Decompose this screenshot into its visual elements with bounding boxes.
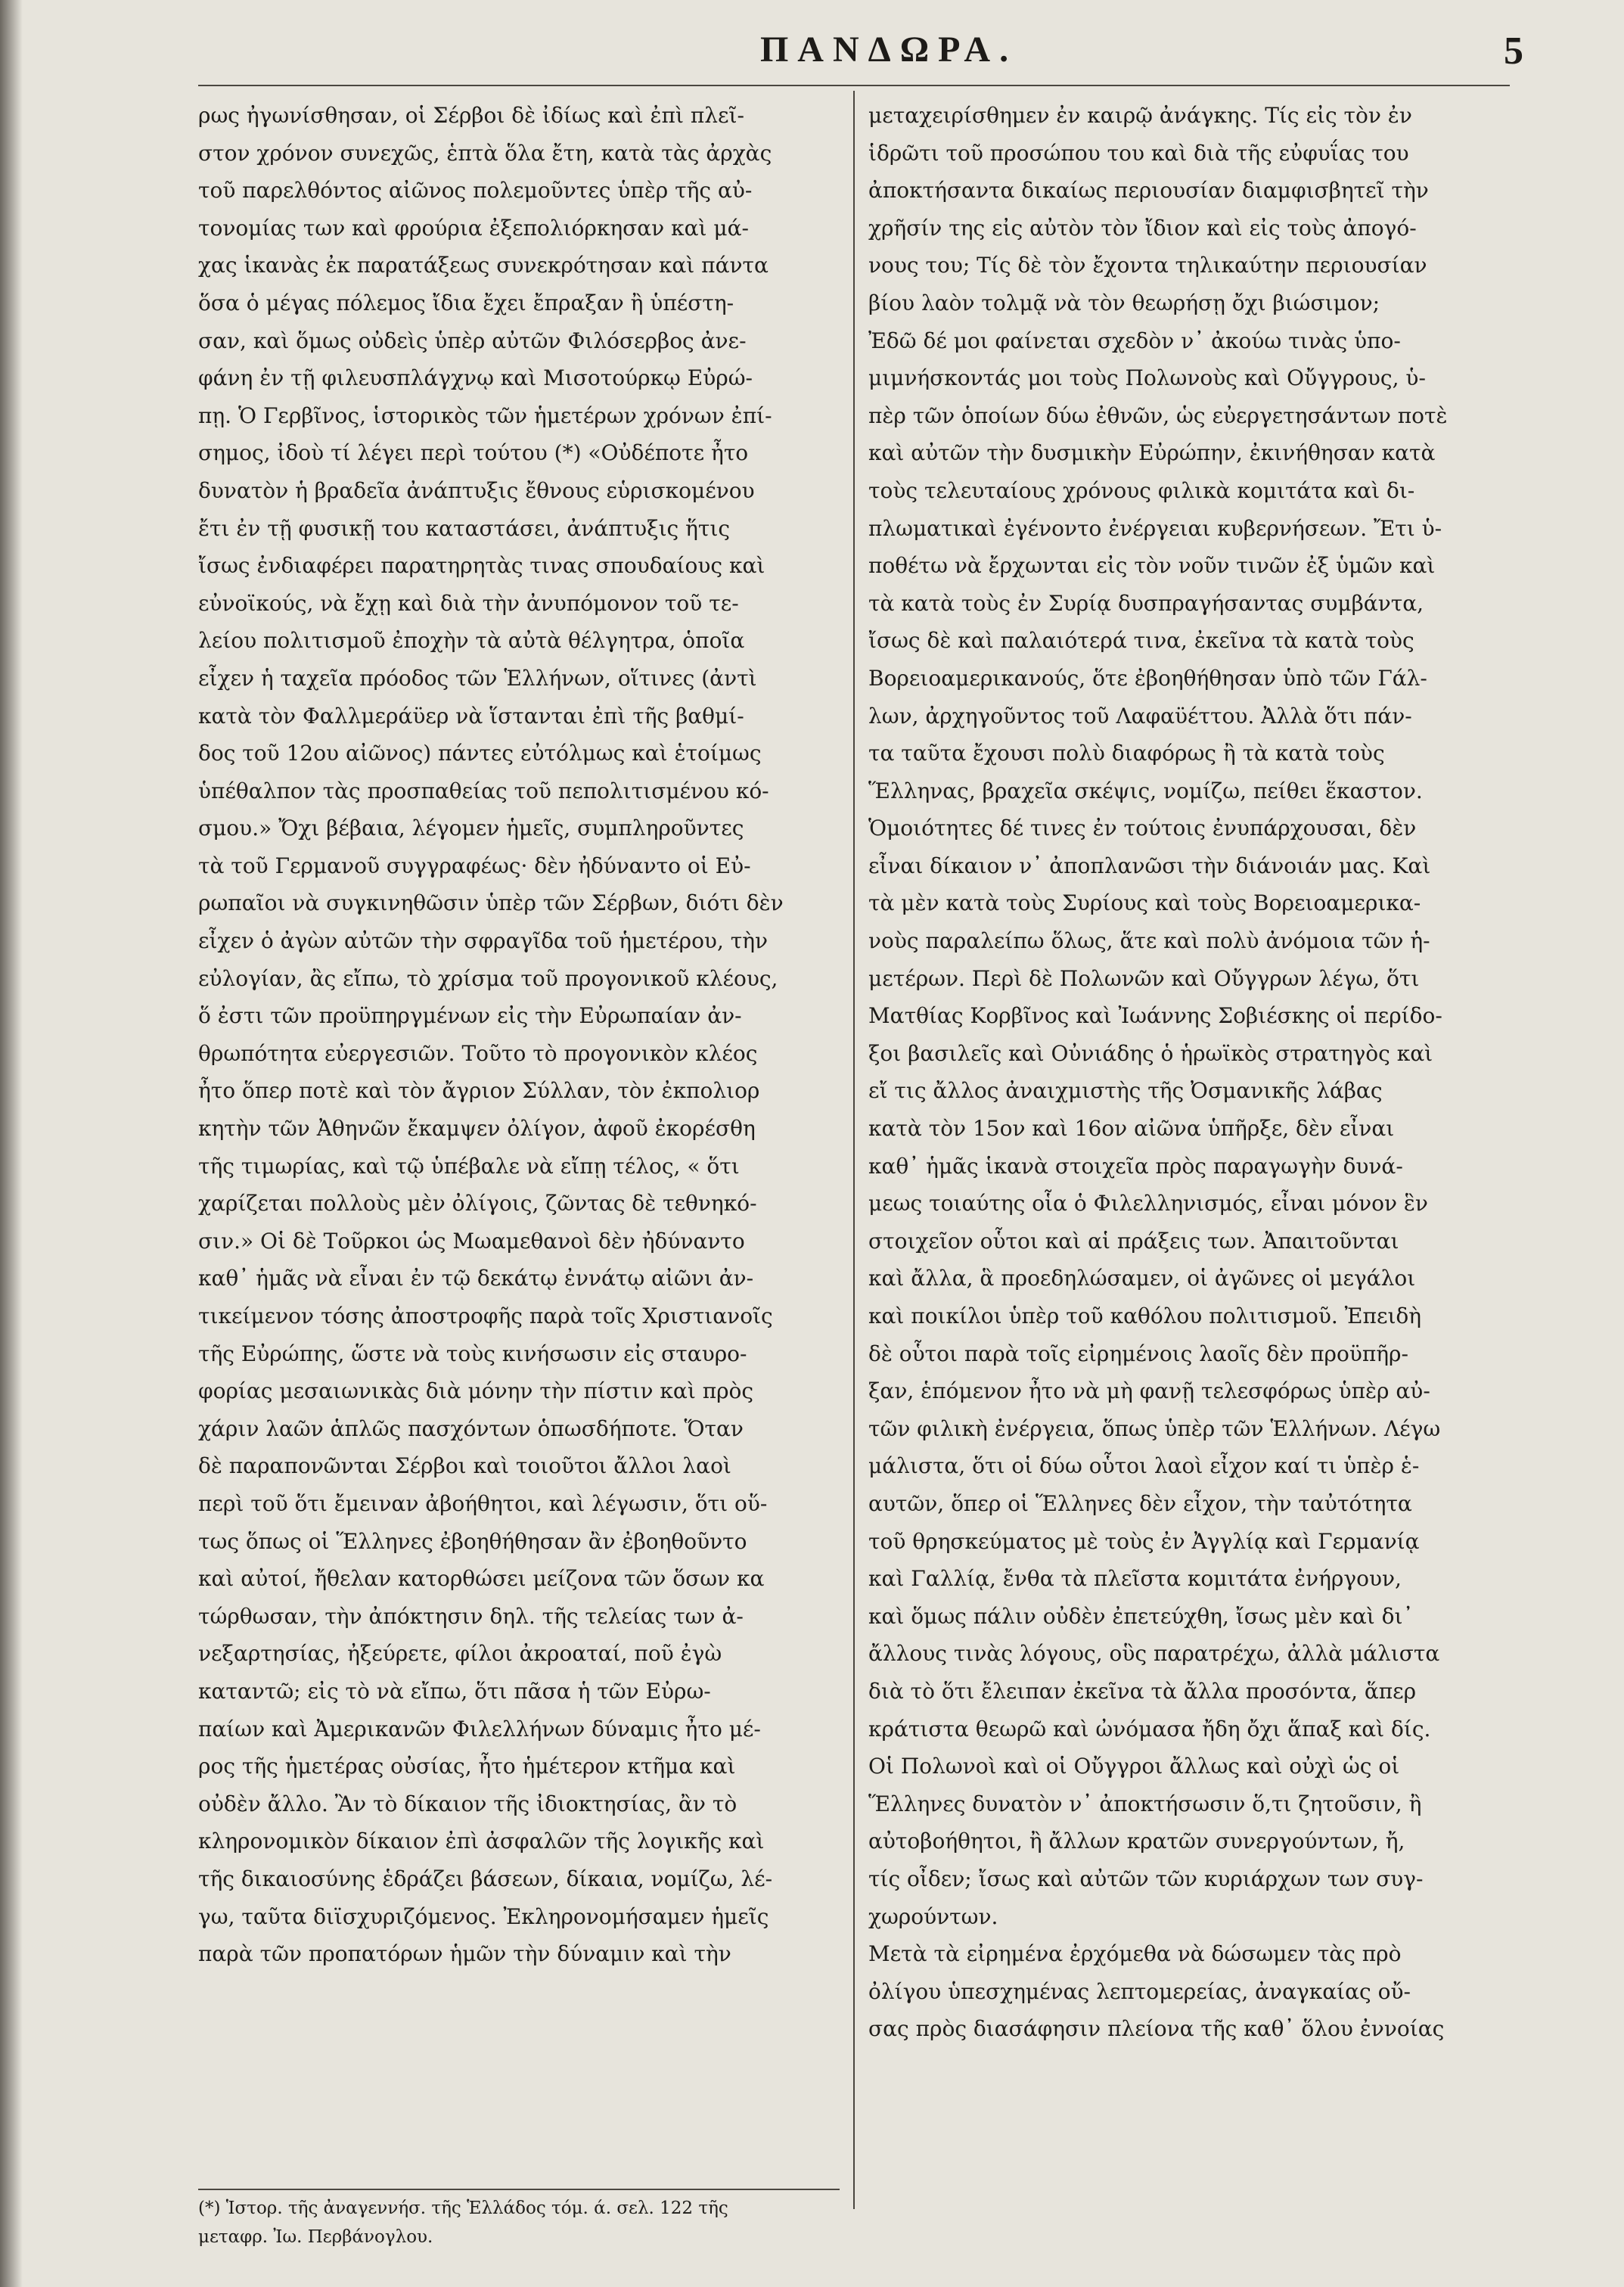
text-line: τῶν φιλικὴ ἐνέργεια, ὅπως ὑπὲρ τῶν Ἑλλήνων. Λέγω bbox=[868, 1415, 1441, 1441]
text-line: σαν, καὶ ὅμως οὐδεὶς ὑπὲρ αὐτῶν Φιλόσερβος ἀνε- bbox=[198, 328, 747, 353]
text-line: παρὰ τῶν προπατόρων ἡμῶν τὴν δύναμιν καὶ τὴν bbox=[198, 1941, 731, 1967]
text-line: τως ὅπως οἱ Ἕλληνες ἐβοηθήθησαν ἂν ἐβοηθοῦντο bbox=[198, 1528, 747, 1554]
journal-title: ΠΑΝΔΩΡΑ. bbox=[759, 30, 1018, 70]
column-divider bbox=[853, 91, 855, 2209]
text-line: ρως ἠγωνίσθησαν, οἱ Σέρβοι δὲ ἰδίως καὶ ἐπὶ πλεῖ- bbox=[198, 103, 744, 128]
text-line: μετέρων. Περὶ δὲ Πολωνῶν καὶ Οὔγγρων λέγω, ὅτι bbox=[868, 965, 1420, 991]
text-line: καὶ ἄλλα, ἃ προεδηλώσαμεν, οἱ ἀγῶνες οἱ μεγάλοι bbox=[868, 1266, 1416, 1291]
text-line: καθ᾽ ἡμᾶς νὰ εἶναι ἐν τῷ δεκάτῳ ἐννάτῳ αἰῶνι ἀν- bbox=[198, 1266, 754, 1291]
text-line: ξαν, ἑπόμενον ἦτο νὰ μὴ φανῇ τελεσφόρως ὑπὲρ αὐ- bbox=[868, 1378, 1430, 1404]
text-line: τοῦ παρελθόντος αἰῶνος πολεμοῦντες ὑπὲρ τῆς αὐ- bbox=[198, 178, 753, 204]
text-line: Ἕλληνες δυνατὸν ν᾽ ἀποκτήσωσιν ὅ,τι ζητοῦσιν, ἢ bbox=[868, 1791, 1422, 1816]
text-line: κητὴν τῶν Ἀθηνῶν ἔκαμψεν ὀλίγον, ἀφοῦ ἐκορέσθη bbox=[198, 1116, 756, 1142]
text-line: καταντῶ; εἰς τὸ νὰ εἴπω, ὅτι πᾶσα ἡ τῶν Εὐρω- bbox=[198, 1678, 711, 1704]
text-line: κατὰ τὸν 15ον καὶ 16ον αἰῶνα ὑπῆρξε, δὲν εἶναι bbox=[868, 1116, 1395, 1142]
text-line: κατὰ τὸν Φαλλμεράϋερ νὰ ἵστανται ἐπὶ τῆς βαθμί- bbox=[198, 703, 744, 729]
left-column bbox=[198, 97, 840, 1973]
text-line: φάνη ἐν τῇ φιλευσπλάγχνῳ καὶ Μισοτούρκῳ Εὐρώ- bbox=[198, 365, 753, 391]
text-line: Ἕλληνας, βραχεῖα σκέψις, νομίζω, πείθει ἕκαστον. bbox=[868, 778, 1423, 803]
text-line: πλωματικαὶ ἐγένοντο ἐνέργειαι κυβερνήσεων. Ἔτι ὑ- bbox=[868, 515, 1442, 541]
text-line: ἀποκτήσαντα δικαίως περιουσίαν διαμφισβητεῖ τὴν bbox=[868, 178, 1429, 204]
text-line: διὰ τὸ ὅτι ἔλειπαν ἐκεῖνα τὰ ἄλλα προσόντα, ἅπερ bbox=[868, 1678, 1417, 1704]
text-line: δυνατὸν ἡ βραδεῖα ἀνάπτυξις ἔθνους εὑρισκομένου bbox=[198, 477, 755, 503]
text-line: λείου πολιτισμοῦ ἐποχὴν τὰ αὐτὰ θέλγητρα, ὁποῖα bbox=[198, 628, 745, 654]
text-line: δὲ οὗτοι παρὰ τοῖς εἰρημένοις λαοῖς δὲν προϋπῆρ- bbox=[868, 1341, 1408, 1366]
text-line: καὶ ὅμως πάλιν οὐδὲν ἐπετεύχθη, ἴσως μὲν καὶ δι᾽ bbox=[868, 1603, 1414, 1629]
page-number: 5 bbox=[1504, 30, 1523, 73]
text-line: καὶ Γαλλίᾳ, ἔνθα τὰ πλεῖστα κομιτάτα ἐνήργουν, bbox=[868, 1566, 1402, 1592]
text-line: Ματθίας Κορβῖνος καὶ Ἰωάννης Σοβιέσκης οἱ περίδο- bbox=[868, 1003, 1442, 1029]
text-line: μεως τοιαύτης οἷα ὁ Φιλελληνισμός, εἶναι μόνον ἓν bbox=[868, 1191, 1428, 1217]
text-line: αὐτοβοήθητοι, ἢ ἄλλων κρατῶν συνεργούντων, ἤ, bbox=[868, 1829, 1405, 1854]
text-line: εἶχεν ὁ ἀγὼν αὐτῶν τὴν σφραγῖδα τοῦ ἡμετέρου, τὴν bbox=[198, 928, 769, 954]
text-line: ὑπέθαλπον τὰς προσπαθείας τοῦ πεπολιτισμένου κό- bbox=[198, 778, 769, 803]
text-line: Μετὰ τὰ εἰρημένα ἐρχόμεθα νὰ δώσωμεν τὰς πρὸ bbox=[868, 1941, 1402, 1967]
text-line: τοὺς τελευταίους χρόνους φιλικὰ κομιτάτα καὶ δι- bbox=[868, 477, 1415, 503]
text-line: μεταχειρίσθημεν ἐν καιρῷ ἀνάγκης. Τίς εἰς τὸν ἐν bbox=[868, 103, 1412, 128]
text-line: καὶ αὐτοί, ἤθελαν κατορθώσει μείζονα τῶν ὅσων κα bbox=[198, 1566, 765, 1592]
text-line: τὰ τοῦ Γερμανοῦ συγγραφέως· δὲν ἠδύναντο οἱ Εὐ- bbox=[198, 853, 751, 878]
text-line: ἄλλους τινὰς λόγους, οὓς παρατρέχω, ἀλλὰ μάλιστα bbox=[868, 1641, 1440, 1667]
text-line: χωρούντων. bbox=[868, 1903, 998, 1929]
text-line: καὶ ποικίλοι ὑπὲρ τοῦ καθόλου πολιτισμοῦ. Ἐπειδὴ bbox=[868, 1304, 1422, 1328]
text-line: τοῦ θρησκεύματος μὲ τοὺς ἐν Ἀγγλίᾳ καὶ Γερμανίᾳ bbox=[868, 1528, 1420, 1554]
text-line: κράτιστα θεωρῶ καὶ ὠνόμασα ἤδη ὄχι ἅπαξ καὶ δίς. bbox=[868, 1716, 1431, 1742]
text-line: γω, ταῦτα διϊσχυριζόμενος. Ἐκληρονομήσαμεν ἡμεῖς bbox=[198, 1903, 769, 1929]
text-line: ὀλίγου ὑπεσχημένας λεπτομερείας, ἀναγκαίας οὔ- bbox=[868, 1978, 1411, 2004]
text-line: χάριν λαῶν ἁπλῶς πασχόντων ὁπωσδήποτε. Ὅταν bbox=[198, 1415, 744, 1441]
text-line: ἦτο ὅπερ ποτὲ καὶ τὸν ἄγριον Σύλλαν, τὸν ἐκπολιορ bbox=[198, 1078, 760, 1104]
text-line: αυτῶν, ὅπερ οἱ Ἕλληνες δὲν εἶχον, τὴν ταὐτότητα bbox=[868, 1490, 1412, 1516]
footnote bbox=[198, 2194, 840, 2251]
text-line: εἶχεν ἡ ταχεῖα πρόοδος τῶν Ἑλλήνων, οἵτινες (ἀντὶ bbox=[198, 665, 757, 691]
text-line: πὲρ τῶν ὁποίων δύω ἐθνῶν, ὡς εὐεργετησάντων ποτὲ bbox=[868, 402, 1448, 428]
text-line: μιμνήσκοντάς μοι τοὺς Πολωνοὺς καὶ Οὔγγρους, ὑ- bbox=[868, 365, 1426, 391]
footnote-rule bbox=[198, 2189, 840, 2190]
text-line: Βορειοαμερικανούς, ὅτε ἐβοηθήθησαν ὑπὸ τῶν Γάλ- bbox=[868, 665, 1427, 691]
text-line: Ἐδῶ δέ μοι φαίνεται σχεδὸν ν᾽ ἀκούω τινὰς ὑπο- bbox=[868, 328, 1401, 353]
text-line: νοὺς παραλείπω ὅλως, ἅτε καὶ πολὺ ἀνόμοια τῶν ἡ- bbox=[868, 928, 1430, 954]
text-line: παίων καὶ Ἀμερικανῶν Φιλελλήνων δύναμις ἦτο μέ- bbox=[198, 1716, 761, 1742]
text-line: οὐδὲν ἄλλο. Ἂν τὸ δίκαιον τῆς ἰδιοκτησίας, ἂν τὸ bbox=[198, 1791, 737, 1816]
text-line: ὅ ἐστι τῶν προϋπηργμένων εἰς τὴν Εὐρωπαίαν ἀν- bbox=[198, 1003, 742, 1029]
text-line: καὶ αὐτῶν τὴν δυσμικὴν Εὐρώπην, ἐκινήθησαν κατὰ bbox=[868, 440, 1436, 466]
text-line: τίς οἶδεν; ἴσως καὶ αὐτῶν τῶν κυριάρχων των συγ- bbox=[868, 1866, 1424, 1891]
text-line: σας πρὸς διασάφησιν πλείονα τῆς καθ᾽ ὅλου ἐννοίας bbox=[868, 2016, 1445, 2042]
text-line: τῆς Εὐρώπης, ὥστε νὰ τοὺς κινήσωσιν εἰς σταυρο- bbox=[198, 1341, 747, 1366]
text-line: τονομίας των καὶ φρούρια ἐξεπολιόρκησαν καὶ μά- bbox=[198, 215, 749, 241]
header-rule bbox=[198, 85, 1510, 86]
text-line: ἱδρῶτι τοῦ προσώπου του καὶ διὰ τῆς εὐφυΐας του bbox=[868, 140, 1409, 166]
text-line: χας ἱκανὰς ἐκ παρατάξεως συνεκρότησαν καὶ πάντα bbox=[198, 253, 769, 278]
text-line: βίου λαὸν τολμᾷ νὰ τὸν θεωρήσῃ ὄχι βιώσιμον; bbox=[868, 290, 1380, 315]
text-line: χρῆσίν της εἰς αὐτὸν τὸν ἴδιον καὶ εἰς τοὺς ἀπογό- bbox=[868, 215, 1417, 241]
text-line: (*) Ἱστορ. τῆς ἀναγεννήσ. τῆς Ἑλλάδος τόμ. ά. σελ. 122 τῆς bbox=[198, 2198, 728, 2218]
text-line: τικείμενον τόσης ἀποστροφῆς παρὰ τοῖς Χριστιανοῖς bbox=[198, 1304, 773, 1328]
text-line: ξοι βασιλεῖς καὶ Οὐνιάδης ὁ ἡρωϊκὸς στρατηγὸς καὶ bbox=[868, 1040, 1433, 1066]
text-line: κληρονομικὸν δίκαιον ἐπὶ ἀσφαλῶν τῆς λογικῆς καὶ bbox=[198, 1829, 765, 1854]
text-line: στον χρόνον συνεχῶς, ἑπτὰ ὅλα ἔτη, κατὰ τὰς ἀρχὰς bbox=[198, 140, 772, 166]
text-line: τῆς τιμωρίας, καὶ τῷ ὑπέβαλε νὰ εἴπῃ τέλος, « ὅτι bbox=[198, 1153, 740, 1179]
text-line: καθ᾽ ἡμᾶς ἱκανὰ στοιχεῖα πρὸς παραγωγὴν δυνά- bbox=[868, 1153, 1403, 1179]
text-line: μάλιστα, ὅτι οἱ δύω οὗτοι λαοὶ εἶχον καί τι ὑπὲρ ἑ- bbox=[868, 1453, 1420, 1479]
text-line: τῆς δικαιοσύνης ἑδράζει βάσεων, δίκαια, νομίζω, λέ- bbox=[198, 1866, 773, 1891]
text-line: τὰ κατὰ τοὺς ἐν Συρίᾳ δυσπραγήσαντας συμβάντα, bbox=[868, 590, 1424, 616]
text-line: ὅσα ὁ μέγας πόλεμος ἴδια ἔχει ἔπραξαν ἢ ὑπέστη- bbox=[198, 290, 734, 315]
text-line: λων, ἀρχηγοῦντος τοῦ Λαφαϋέττου. Ἀλλὰ ὅτι πάν- bbox=[868, 703, 1412, 729]
right-column bbox=[868, 97, 1510, 2048]
text-line: δος τοῦ 12ου αἰῶνος) πάντες εὐτόλμως καὶ ἑτοίμως bbox=[198, 741, 762, 766]
text-line: εὐνοϊκούς, νὰ ἔχῃ καὶ διὰ τὴν ἀνυπόμονον τοῦ τε- bbox=[198, 590, 739, 616]
text-line: ἴσως ἐνδιαφέρει παρατηρητὰς τινας σπουδαίους καὶ bbox=[198, 553, 765, 579]
text-line: σιν.» Οἱ δὲ Τοῦρκοι ὡς Μωαμεθανοὶ δὲν ἠδύναντο bbox=[198, 1228, 745, 1254]
text-line: δὲ παραπονῶνται Σέρβοι καὶ τοιοῦτοι ἄλλοι λαοὶ bbox=[198, 1453, 731, 1479]
text-line: ρωπαῖοι νὰ συγκινηθῶσιν ὑπὲρ τῶν Σέρβων, διότι δὲν bbox=[198, 890, 784, 916]
text-line: νους του; Τίς δὲ τὸν ἔχοντα τηλικαύτην περιουσίαν bbox=[868, 253, 1427, 278]
text-line: ἴσως δὲ καὶ παλαιότερά τινα, ἐκεῖνα τὰ κατὰ τοὺς bbox=[868, 628, 1414, 654]
text-line: περὶ τοῦ ὅτι ἔμειναν ἀβοήθητοι, καὶ λέγωσιν, ὅτι οὕ- bbox=[198, 1490, 768, 1516]
text-line: ἔτι ἐν τῇ φυσικῇ του καταστάσει, ἀνάπτυξις ἥτις bbox=[198, 515, 731, 541]
text-line: τὰ μὲν κατὰ τοὺς Συρίους καὶ τοὺς Βορειοαμερικα- bbox=[868, 890, 1421, 916]
text-line: θρωπότητα εὐεργεσιῶν. Τοῦτο τὸ προγονικὸν κλέος bbox=[198, 1040, 758, 1066]
text-line: ποθέτω νὰ ἔρχωνται εἰς τὸν νοῦν τινῶν ἐξ ὑμῶν καὶ bbox=[868, 553, 1436, 579]
text-line: στοιχεῖον οὗτοι καὶ αἱ πράξεις των. Ἀπαιτοῦνται bbox=[868, 1228, 1399, 1254]
text-line: φορίας μεσαιωνικὰς διὰ μόνην τὴν πίστιν καὶ πρὸς bbox=[198, 1378, 754, 1404]
text-line: εὐλογίαν, ἂς εἴπω, τὸ χρίσμα τοῦ προγονικοῦ κλέους, bbox=[198, 965, 778, 991]
text-line: σμου.» Ὄχι βέβαια, λέγομεν ἡμεῖς, συμπληροῦντες bbox=[198, 816, 744, 841]
text-line: νεξαρτησίας, ἠξεύρετε, φίλοι ἀκροαταί, ποῦ ἐγὼ bbox=[198, 1641, 722, 1667]
text-line: μεταφρ. Ἰω. Περβάνογλου. bbox=[198, 2227, 433, 2247]
text-line: πῃ. Ὁ Γερβῖνος, ἱστορικὸς τῶν ἡμετέρων χρόνων ἐπί- bbox=[198, 402, 772, 428]
text-line: εἴ τις ἄλλος ἀναιχμιστὴς τῆς Ὀσμανικῆς λάβας bbox=[868, 1078, 1383, 1104]
text-line: Ὁμοιότητες δέ τινες ἐν τούτοις ἐνυπάρχουσαι, δὲν bbox=[868, 816, 1417, 841]
page-binding-shadow bbox=[0, 0, 23, 2287]
text-line: τώρθωσαν, τὴν ἀπόκτησιν δηλ. τῆς τελείας των ἀ- bbox=[198, 1603, 744, 1629]
text-line: τα ταῦτα ἔχουσι πολὺ διαφόρως ἢ τὰ κατὰ τοὺς bbox=[868, 741, 1385, 766]
text-line: χαρίζεται πολλοὺς μὲν ὀλίγοις, ζῶντας δὲ τεθνηκό- bbox=[198, 1191, 757, 1217]
text-line: ρος τῆς ἡμετέρας οὐσίας, ἦτο ἡμέτερον κτῆμα καὶ bbox=[198, 1754, 736, 1779]
text-line: εἶναι δίκαιον ν᾽ ἀποπλανῶσι τὴν διάνοιάν μας. Καὶ bbox=[868, 853, 1431, 878]
text-line: σημος, ἰδοὺ τί λέγει περὶ τούτου (*) «Οὐδέποτε ἦτο bbox=[198, 440, 749, 466]
text-line: Οἱ Πολωνοὶ καὶ οἱ Οὔγγροι ἄλλως καὶ οὐχὶ ὡς οἱ bbox=[868, 1754, 1400, 1779]
